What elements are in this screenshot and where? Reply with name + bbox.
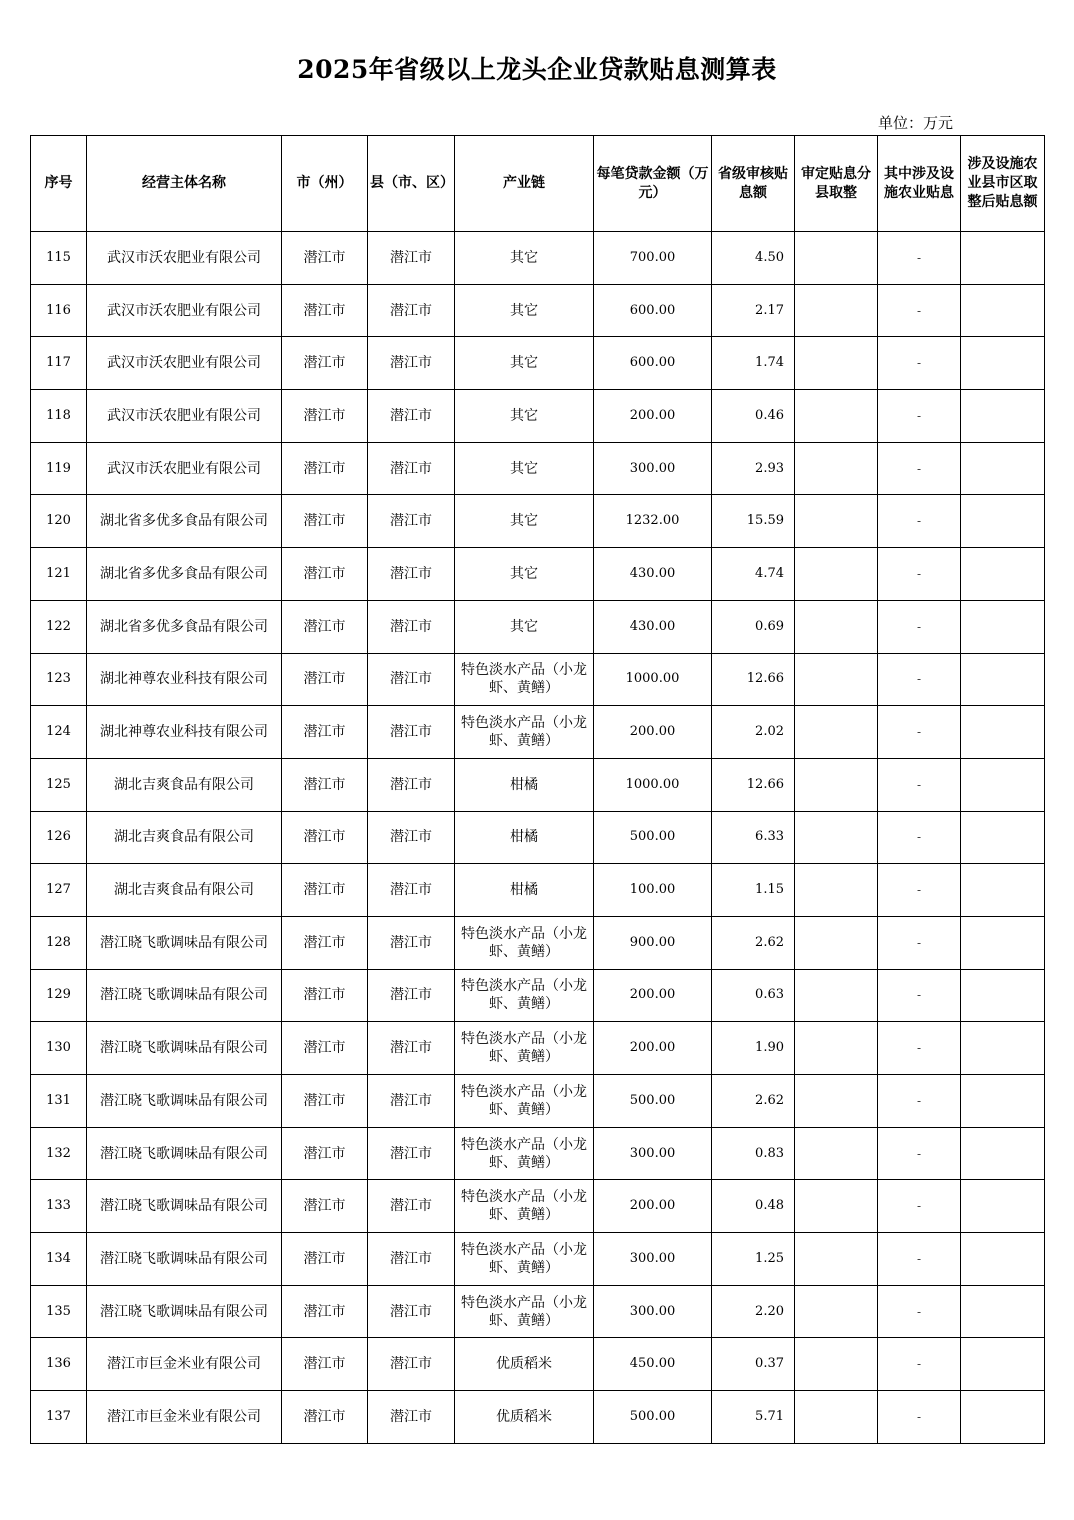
cell-name: 潜江晓飞歌调味品有限公司: [87, 1180, 282, 1233]
cell-county: 潜江市: [368, 811, 455, 864]
cell-seq: 115: [31, 232, 87, 285]
cell-name: 湖北省多优多食品有限公司: [87, 495, 282, 548]
cell-adjusted: [961, 969, 1045, 1022]
cell-seq: 122: [31, 600, 87, 653]
cell-seq: 129: [31, 969, 87, 1022]
header-seq: 序号: [31, 136, 87, 232]
cell-facility: -: [878, 811, 961, 864]
cell-approved: [795, 548, 878, 601]
cell-subsidy: 0.37: [712, 1338, 795, 1391]
cell-facility: -: [878, 1022, 961, 1075]
cell-city: 潜江市: [282, 232, 368, 285]
cell-approved: [795, 337, 878, 390]
table-row: [31, 1233, 1045, 1286]
cell-city: 潜江市: [282, 1075, 368, 1128]
cell-seq: 130: [31, 1022, 87, 1075]
cell-facility: -: [878, 548, 961, 601]
cell-county: 潜江市: [368, 1075, 455, 1128]
header-loan: 每笔贷款金额（万元）: [594, 136, 712, 232]
cell-county: 潜江市: [368, 232, 455, 285]
table-row: [31, 916, 1045, 969]
cell-seq: 116: [31, 284, 87, 337]
cell-approved: [795, 600, 878, 653]
cell-county: 潜江市: [368, 1285, 455, 1338]
cell-city: 潜江市: [282, 916, 368, 969]
cell-facility: -: [878, 653, 961, 706]
cell-city: 潜江市: [282, 864, 368, 917]
cell-county: 潜江市: [368, 1391, 455, 1444]
cell-chain: 优质稻米: [455, 1391, 594, 1444]
table-row: [31, 284, 1045, 337]
cell-name: 潜江晓飞歌调味品有限公司: [87, 1022, 282, 1075]
cell-city: 潜江市: [282, 442, 368, 495]
cell-subsidy: 2.62: [712, 1075, 795, 1128]
cell-approved: [795, 1022, 878, 1075]
cell-county: 潜江市: [368, 337, 455, 390]
cell-approved: [795, 495, 878, 548]
cell-loan: 300.00: [594, 1127, 712, 1180]
cell-county: 潜江市: [368, 758, 455, 811]
cell-approved: [795, 1338, 878, 1391]
cell-facility: -: [878, 1127, 961, 1180]
cell-seq: 125: [31, 758, 87, 811]
header-adjusted: 涉及设施农业县市区取整后贴息额: [961, 136, 1045, 232]
cell-seq: 117: [31, 337, 87, 390]
cell-approved: [795, 758, 878, 811]
cell-name: 潜江晓飞歌调味品有限公司: [87, 1127, 282, 1180]
cell-facility: -: [878, 706, 961, 759]
table-row: [31, 653, 1045, 706]
cell-chain: 特色淡水产品（小龙虾、黄鳝）: [455, 1285, 594, 1338]
cell-approved: [795, 390, 878, 443]
cell-city: 潜江市: [282, 1022, 368, 1075]
cell-subsidy: 1.15: [712, 864, 795, 917]
cell-city: 潜江市: [282, 284, 368, 337]
table-row: [31, 1338, 1045, 1391]
cell-county: 潜江市: [368, 916, 455, 969]
cell-seq: 128: [31, 916, 87, 969]
cell-seq: 136: [31, 1338, 87, 1391]
cell-approved: [795, 969, 878, 1022]
cell-seq: 121: [31, 548, 87, 601]
cell-subsidy: 2.62: [712, 916, 795, 969]
cell-subsidy: 2.20: [712, 1285, 795, 1338]
cell-county: 潜江市: [368, 969, 455, 1022]
cell-facility: -: [878, 1338, 961, 1391]
cell-name: 潜江晓飞歌调味品有限公司: [87, 1285, 282, 1338]
cell-county: 潜江市: [368, 1127, 455, 1180]
cell-subsidy: 2.02: [712, 706, 795, 759]
cell-seq: 133: [31, 1180, 87, 1233]
cell-name: 武汉市沃农肥业有限公司: [87, 337, 282, 390]
cell-subsidy: 0.83: [712, 1127, 795, 1180]
cell-loan: 430.00: [594, 548, 712, 601]
cell-city: 潜江市: [282, 758, 368, 811]
table-row: [31, 1285, 1045, 1338]
cell-county: 潜江市: [368, 442, 455, 495]
cell-approved: [795, 1285, 878, 1338]
cell-county: 潜江市: [368, 1338, 455, 1391]
cell-loan: 600.00: [594, 337, 712, 390]
cell-city: 潜江市: [282, 337, 368, 390]
cell-adjusted: [961, 1233, 1045, 1286]
cell-county: 潜江市: [368, 1022, 455, 1075]
cell-adjusted: [961, 1075, 1045, 1128]
table-row: [31, 442, 1045, 495]
cell-chain: 其它: [455, 495, 594, 548]
cell-adjusted: [961, 600, 1045, 653]
cell-name: 潜江晓飞歌调味品有限公司: [87, 916, 282, 969]
cell-seq: 119: [31, 442, 87, 495]
cell-facility: -: [878, 284, 961, 337]
cell-approved: [795, 1127, 878, 1180]
cell-name: 湖北吉爽食品有限公司: [87, 758, 282, 811]
cell-city: 潜江市: [282, 1391, 368, 1444]
cell-county: 潜江市: [368, 653, 455, 706]
cell-name: 潜江晓飞歌调味品有限公司: [87, 1233, 282, 1286]
cell-adjusted: [961, 337, 1045, 390]
cell-name: 湖北吉爽食品有限公司: [87, 864, 282, 917]
cell-loan: 500.00: [594, 1391, 712, 1444]
cell-adjusted: [961, 864, 1045, 917]
cell-adjusted: [961, 1338, 1045, 1391]
cell-name: 武汉市沃农肥业有限公司: [87, 442, 282, 495]
cell-adjusted: [961, 495, 1045, 548]
cell-facility: -: [878, 1233, 961, 1286]
table-row: [31, 1022, 1045, 1075]
cell-facility: -: [878, 600, 961, 653]
cell-seq: 137: [31, 1391, 87, 1444]
cell-chain: 优质稻米: [455, 1338, 594, 1391]
cell-loan: 100.00: [594, 864, 712, 917]
cell-adjusted: [961, 653, 1045, 706]
cell-subsidy: 12.66: [712, 653, 795, 706]
cell-city: 潜江市: [282, 548, 368, 601]
cell-subsidy: 12.66: [712, 758, 795, 811]
table-row: [31, 758, 1045, 811]
cell-name: 湖北神尊农业科技有限公司: [87, 706, 282, 759]
cell-loan: 500.00: [594, 1075, 712, 1128]
table-row: [31, 706, 1045, 759]
header-county: 县（市、区）: [368, 136, 455, 232]
cell-name: 湖北神尊农业科技有限公司: [87, 653, 282, 706]
table-body: [31, 232, 1045, 1444]
cell-chain: 特色淡水产品（小龙虾、黄鳝）: [455, 1022, 594, 1075]
cell-chain: 特色淡水产品（小龙虾、黄鳝）: [455, 969, 594, 1022]
cell-city: 潜江市: [282, 1338, 368, 1391]
cell-adjusted: [961, 1391, 1045, 1444]
cell-chain: 特色淡水产品（小龙虾、黄鳝）: [455, 1233, 594, 1286]
cell-loan: 1000.00: [594, 758, 712, 811]
cell-seq: 135: [31, 1285, 87, 1338]
cell-seq: 123: [31, 653, 87, 706]
cell-chain: 其它: [455, 284, 594, 337]
cell-facility: -: [878, 758, 961, 811]
cell-facility: -: [878, 864, 961, 917]
cell-chain: 特色淡水产品（小龙虾、黄鳝）: [455, 653, 594, 706]
cell-loan: 200.00: [594, 1180, 712, 1233]
cell-adjusted: [961, 811, 1045, 864]
cell-seq: 126: [31, 811, 87, 864]
cell-chain: 特色淡水产品（小龙虾、黄鳝）: [455, 916, 594, 969]
cell-subsidy: 6.33: [712, 811, 795, 864]
table-row: [31, 1075, 1045, 1128]
cell-city: 潜江市: [282, 1127, 368, 1180]
cell-facility: -: [878, 390, 961, 443]
cell-facility: -: [878, 1285, 961, 1338]
cell-city: 潜江市: [282, 1233, 368, 1286]
cell-approved: [795, 916, 878, 969]
cell-subsidy: 4.74: [712, 548, 795, 601]
table-row: [31, 337, 1045, 390]
cell-chain: 柑橘: [455, 864, 594, 917]
header-name: 经营主体名称: [87, 136, 282, 232]
subsidy-table: [30, 135, 1045, 1444]
cell-seq: 132: [31, 1127, 87, 1180]
cell-name: 武汉市沃农肥业有限公司: [87, 390, 282, 443]
table-row: [31, 864, 1045, 917]
cell-adjusted: [961, 548, 1045, 601]
unit-label: 单位：万元: [878, 114, 954, 132]
cell-approved: [795, 232, 878, 285]
cell-city: 潜江市: [282, 811, 368, 864]
cell-subsidy: 2.93: [712, 442, 795, 495]
cell-city: 潜江市: [282, 600, 368, 653]
cell-subsidy: 0.63: [712, 969, 795, 1022]
cell-loan: 200.00: [594, 1022, 712, 1075]
cell-chain: 柑橘: [455, 758, 594, 811]
cell-subsidy: 1.74: [712, 337, 795, 390]
cell-facility: -: [878, 1075, 961, 1128]
cell-county: 潜江市: [368, 1180, 455, 1233]
cell-loan: 430.00: [594, 600, 712, 653]
cell-county: 潜江市: [368, 600, 455, 653]
cell-city: 潜江市: [282, 495, 368, 548]
cell-subsidy: 1.90: [712, 1022, 795, 1075]
cell-name: 潜江晓飞歌调味品有限公司: [87, 1075, 282, 1128]
header-row: [31, 136, 1045, 232]
table-row: [31, 548, 1045, 601]
cell-chain: 其它: [455, 548, 594, 601]
cell-county: 潜江市: [368, 495, 455, 548]
cell-county: 潜江市: [368, 390, 455, 443]
cell-city: 潜江市: [282, 1285, 368, 1338]
cell-loan: 300.00: [594, 1285, 712, 1338]
cell-adjusted: [961, 390, 1045, 443]
cell-loan: 300.00: [594, 1233, 712, 1286]
cell-name: 武汉市沃农肥业有限公司: [87, 284, 282, 337]
page-title: 2025年省级以上龙头企业贷款贴息测算表: [297, 55, 777, 84]
cell-seq: 124: [31, 706, 87, 759]
cell-subsidy: 15.59: [712, 495, 795, 548]
table-row: [31, 600, 1045, 653]
cell-subsidy: 0.69: [712, 600, 795, 653]
cell-subsidy: 2.17: [712, 284, 795, 337]
cell-chain: 特色淡水产品（小龙虾、黄鳝）: [455, 1075, 594, 1128]
cell-loan: 300.00: [594, 442, 712, 495]
cell-chain: 其它: [455, 390, 594, 443]
cell-loan: 900.00: [594, 916, 712, 969]
cell-county: 潜江市: [368, 548, 455, 601]
table-row: [31, 969, 1045, 1022]
cell-chain: 其它: [455, 337, 594, 390]
cell-approved: [795, 442, 878, 495]
cell-name: 湖北省多优多食品有限公司: [87, 600, 282, 653]
table-row: [31, 1391, 1045, 1444]
cell-facility: -: [878, 495, 961, 548]
cell-seq: 127: [31, 864, 87, 917]
table-row: [31, 390, 1045, 443]
header-city: 市（州）: [282, 136, 368, 232]
cell-approved: [795, 653, 878, 706]
cell-chain: 柑橘: [455, 811, 594, 864]
cell-county: 潜江市: [368, 706, 455, 759]
cell-approved: [795, 706, 878, 759]
table-row: [31, 811, 1045, 864]
cell-loan: 1000.00: [594, 653, 712, 706]
cell-facility: -: [878, 916, 961, 969]
cell-seq: 134: [31, 1233, 87, 1286]
cell-city: 潜江市: [282, 390, 368, 443]
cell-name: 潜江市巨金米业有限公司: [87, 1338, 282, 1391]
cell-chain: 其它: [455, 600, 594, 653]
cell-chain: 其它: [455, 442, 594, 495]
cell-adjusted: [961, 284, 1045, 337]
cell-adjusted: [961, 442, 1045, 495]
cell-subsidy: 0.48: [712, 1180, 795, 1233]
cell-chain: 特色淡水产品（小龙虾、黄鳝）: [455, 1180, 594, 1233]
cell-approved: [795, 811, 878, 864]
cell-approved: [795, 864, 878, 917]
cell-city: 潜江市: [282, 706, 368, 759]
cell-approved: [795, 284, 878, 337]
table-row: [31, 1127, 1045, 1180]
cell-subsidy: 5.71: [712, 1391, 795, 1444]
cell-facility: -: [878, 232, 961, 285]
header-subsidy: 省级审核贴息额: [712, 136, 795, 232]
cell-loan: 500.00: [594, 811, 712, 864]
cell-approved: [795, 1233, 878, 1286]
cell-seq: 118: [31, 390, 87, 443]
cell-loan: 200.00: [594, 390, 712, 443]
cell-county: 潜江市: [368, 284, 455, 337]
cell-adjusted: [961, 1022, 1045, 1075]
cell-approved: [795, 1075, 878, 1128]
cell-facility: -: [878, 442, 961, 495]
cell-county: 潜江市: [368, 1233, 455, 1286]
cell-chain: 特色淡水产品（小龙虾、黄鳝）: [455, 706, 594, 759]
cell-facility: -: [878, 969, 961, 1022]
cell-approved: [795, 1180, 878, 1233]
cell-loan: 200.00: [594, 969, 712, 1022]
cell-seq: 131: [31, 1075, 87, 1128]
table-row: [31, 495, 1045, 548]
cell-adjusted: [961, 916, 1045, 969]
cell-name: 潜江市巨金米业有限公司: [87, 1391, 282, 1444]
cell-loan: 1232.00: [594, 495, 712, 548]
cell-subsidy: 1.25: [712, 1233, 795, 1286]
cell-adjusted: [961, 1127, 1045, 1180]
cell-county: 潜江市: [368, 864, 455, 917]
cell-loan: 600.00: [594, 284, 712, 337]
cell-city: 潜江市: [282, 1180, 368, 1233]
cell-adjusted: [961, 758, 1045, 811]
cell-subsidy: 4.50: [712, 232, 795, 285]
cell-loan: 200.00: [594, 706, 712, 759]
cell-chain: 特色淡水产品（小龙虾、黄鳝）: [455, 1127, 594, 1180]
cell-name: 武汉市沃农肥业有限公司: [87, 232, 282, 285]
cell-facility: -: [878, 1391, 961, 1444]
cell-seq: 120: [31, 495, 87, 548]
header-approved: 审定贴息分县取整: [795, 136, 878, 232]
cell-facility: -: [878, 1180, 961, 1233]
header-facility: 其中涉及设施农业贴息: [878, 136, 961, 232]
cell-loan: 700.00: [594, 232, 712, 285]
cell-adjusted: [961, 706, 1045, 759]
cell-chain: 其它: [455, 232, 594, 285]
table-row: [31, 1180, 1045, 1233]
table-row: [31, 232, 1045, 285]
cell-city: 潜江市: [282, 653, 368, 706]
cell-name: 湖北吉爽食品有限公司: [87, 811, 282, 864]
cell-subsidy: 0.46: [712, 390, 795, 443]
cell-adjusted: [961, 1285, 1045, 1338]
cell-adjusted: [961, 1180, 1045, 1233]
cell-name: 潜江晓飞歌调味品有限公司: [87, 969, 282, 1022]
cell-city: 潜江市: [282, 969, 368, 1022]
cell-facility: -: [878, 337, 961, 390]
cell-loan: 450.00: [594, 1338, 712, 1391]
header-chain: 产业链: [455, 136, 594, 232]
cell-adjusted: [961, 232, 1045, 285]
cell-approved: [795, 1391, 878, 1444]
cell-name: 湖北省多优多食品有限公司: [87, 548, 282, 601]
